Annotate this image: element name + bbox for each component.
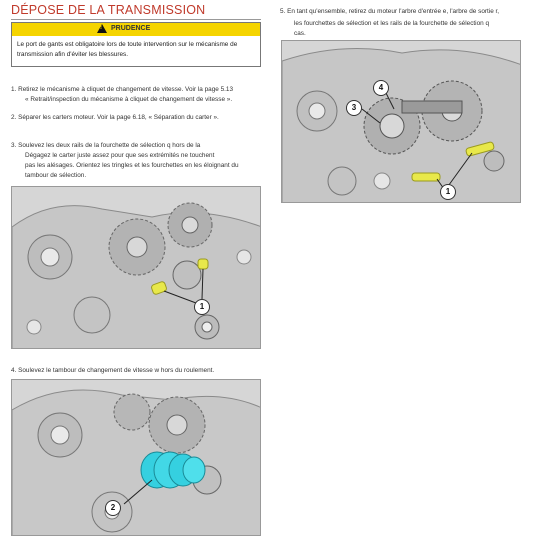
- step-1-line-2: « Retrait/inspection du mécanisme à cliquet de changement de vitesse ».: [25, 96, 233, 103]
- caution-label: PRUDENCE: [111, 25, 151, 32]
- callout-3: 3: [346, 100, 362, 116]
- figure-fork-rails: [11, 186, 261, 349]
- step-5-line-2: les fourchettes de sélection et les rails de la fourchette de sélection q: [294, 20, 490, 27]
- step-3-line-1: 3. Soulevez les deux rails de la fourchette de sélection q hors de la: [11, 142, 201, 149]
- step-2: 2. Séparer les carters moteur. Voir la page 6.18, « Séparation du carter ».: [11, 114, 219, 121]
- step-5-line-1: 5. En tant qu'ensemble, retirez du moteur l'arbre d'entrée e, l'arbre de sortie r,: [280, 8, 500, 15]
- step-3-line-3: pas les alésages. Orientez les tringles et les fourchettes en les éloignant du: [25, 162, 239, 169]
- shift-drum-illustration: [12, 380, 261, 536]
- warning-icon: [97, 24, 107, 33]
- title-divider: [11, 19, 261, 20]
- step-3-line-2: Dégagez le carter juste assez pour que ses extrémités ne touchent: [25, 152, 215, 159]
- transmission-illustration: [282, 41, 521, 203]
- caution-box: [11, 22, 261, 67]
- callout-1: 1: [194, 299, 210, 315]
- step-1-line-1: 1. Retirez le mécanisme à cliquet de changement de vitesse. Voir la page 5.13: [11, 86, 234, 93]
- callout-4: 4: [373, 80, 389, 96]
- callout-2: 2: [105, 500, 121, 516]
- step-4: 4. Soulevez le tambour de changement de vitesse w hors du roulement.: [11, 367, 215, 374]
- page-title: DÉPOSE DE LA TRANSMISSION: [11, 3, 206, 17]
- callout-1b: 1: [440, 184, 456, 200]
- caution-label-wrap: [97, 24, 150, 33]
- step-5-line-3: cas.: [294, 30, 306, 37]
- step-3-line-4: tambour de sélection.: [25, 172, 87, 179]
- caution-text: Le port de gants est obligatoire lors de toute intervention sur le mécanisme de transmission afin d'éviter les blessures.: [17, 41, 238, 58]
- engine-case-illustration: [12, 187, 261, 349]
- shift-drum-highlight: [141, 452, 205, 488]
- figure-transmission-assembly: [281, 40, 521, 203]
- figure-shift-drum: [11, 379, 261, 536]
